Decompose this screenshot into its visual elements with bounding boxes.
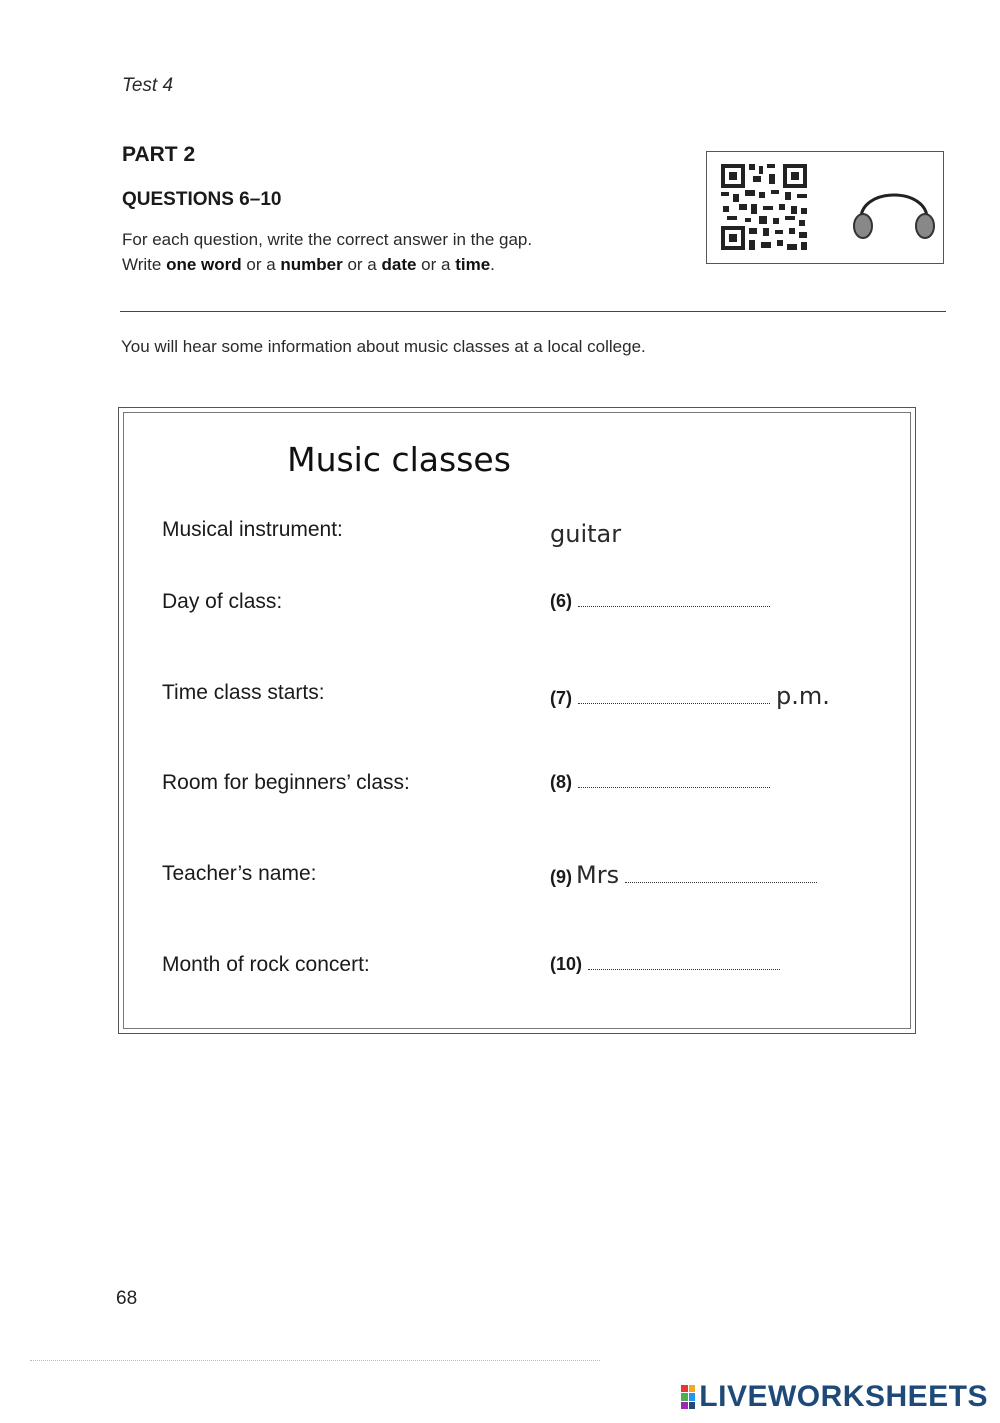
row-label-room: Room for beginners’ class: (162, 771, 410, 794)
answer-time (550, 682, 830, 710)
row-label-teacher: Teacher’s name: (162, 862, 317, 885)
part-title: PART 2 (122, 143, 196, 166)
intro-text: You will hear some information about music classes at a local college. (121, 337, 646, 356)
question-number: (10) (550, 954, 583, 974)
row-label-month: Month of rock concert: (162, 953, 370, 976)
brand-name: LIVEWORKSHEETS (699, 1380, 988, 1413)
answer-room (550, 772, 770, 793)
instruction-line-2: Write one word or a number or a date or a time. (122, 255, 495, 274)
test-label: Test 4 (122, 75, 174, 96)
form-title: Music classes (287, 440, 511, 479)
time-suffix: p.m. (776, 682, 830, 710)
question-number: (6) (550, 591, 572, 611)
instruction-line-1: For each question, write the correct answer in the gap. (122, 230, 533, 249)
qr-code-icon[interactable] (719, 162, 809, 252)
answer-gap-9[interactable] (625, 882, 817, 883)
answer-gap-8[interactable] (578, 787, 770, 788)
answer-gap-6[interactable] (578, 606, 770, 607)
name-prefix: Mrs (576, 861, 620, 889)
divider (120, 311, 946, 312)
question-number: (8) (550, 772, 572, 792)
form-box (118, 407, 916, 1034)
brand-logo-icon (681, 1385, 695, 1409)
row-label-instrument: Musical instrument: (162, 518, 343, 541)
questions-title: QUESTIONS 6–10 (122, 189, 282, 210)
answer-instrument (550, 520, 621, 548)
answer-month (550, 954, 780, 975)
question-number: (7) (550, 688, 572, 708)
answer-teacher (550, 861, 817, 889)
answer-gap-10[interactable] (588, 969, 780, 970)
answer-day (550, 591, 770, 612)
question-number: (9) (550, 867, 572, 887)
headphones-icon (851, 176, 937, 244)
audio-box[interactable] (706, 151, 944, 264)
handwritten-answer: guitar (550, 520, 622, 548)
answer-gap-7[interactable] (578, 703, 770, 704)
footer-divider (30, 1360, 600, 1361)
page-number: 68 (116, 1288, 138, 1309)
row-label-day: Day of class: (162, 590, 283, 613)
row-label-time: Time class starts: (162, 681, 325, 704)
brand-logo[interactable] (681, 1380, 988, 1414)
